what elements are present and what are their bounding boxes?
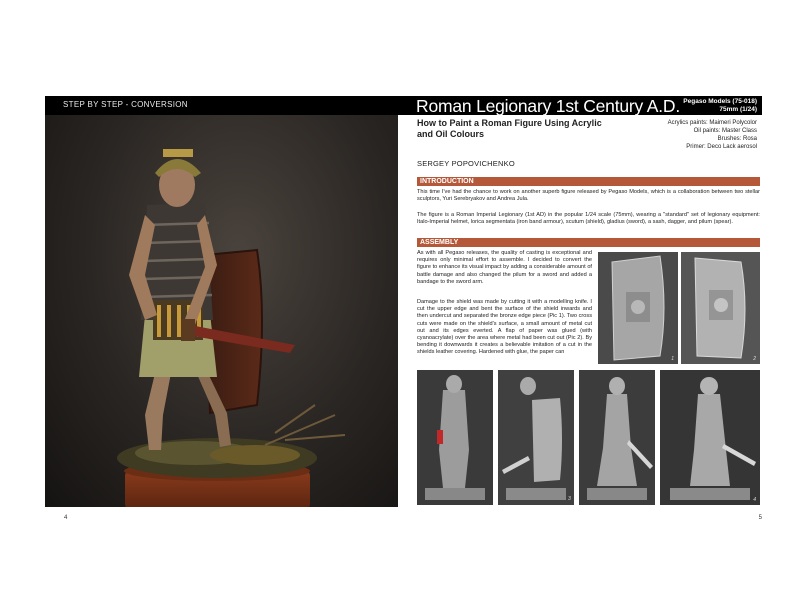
article-title: Roman Legionary 1st Century A.D. — [416, 96, 681, 116]
figure-number: 4 — [753, 497, 756, 503]
assembly-heading: ASSEMBLY — [420, 239, 459, 246]
photo-assembly-shield-side — [498, 370, 574, 505]
photo-assembly-back — [579, 370, 655, 505]
grey-figure-image — [579, 370, 655, 505]
materials-list — [668, 119, 757, 151]
photo-assembly-front — [417, 370, 493, 505]
magazine-spread — [45, 96, 762, 526]
section-label: STEP BY STEP - CONVERSION — [63, 100, 188, 109]
figure-number: 2 — [753, 356, 756, 362]
assembly-paragraph-1: As with all Pegaso releases, the quality of casting is exceptional and requires only minimal effort to assemble. I decided to convert the figure to enhance its visual impact by adding a considerable amount of battle damage and also changed the pilum for a sword and added a bandage to the sword arm. — [417, 250, 592, 285]
article-subtitle: How to Paint a Roman Figure Using Acrylic and Oil Colours — [417, 118, 602, 139]
grey-figure-image — [660, 370, 760, 505]
author-name: SERGEY POPOVICHENKO — [417, 159, 515, 168]
grey-figure-image — [498, 370, 574, 505]
kit-info — [683, 98, 757, 114]
grey-figure-image — [417, 370, 493, 505]
legionary-figure-illustration — [45, 115, 398, 507]
introduction-heading-bar — [417, 177, 760, 186]
photo-shield-2 — [681, 252, 760, 364]
left-page-number: 4 — [64, 515, 68, 521]
figure-number: 1 — [671, 356, 674, 362]
kit-maker: Pegaso Models (75-018) — [683, 98, 757, 105]
figure-number: 3 — [568, 496, 571, 502]
photo-assembly-rear — [660, 370, 760, 505]
material-item: Acrylics paints: Maimeri Polycolor — [667, 120, 757, 126]
intro-paragraph-1: This time I've had the chance to work on another superb figure released by Pegaso Models, which is a collaboration between two stellar sculptors, Yuri Serebryakov and Andrea Jula. — [417, 189, 760, 203]
material-item: Primer: Deco Lack aerosol — [686, 144, 757, 150]
shield-image — [598, 252, 678, 364]
shield-image — [681, 252, 760, 364]
right-page-number: 5 — [758, 515, 762, 521]
assembly-heading-bar — [417, 238, 760, 247]
right-page — [398, 96, 762, 526]
photo-shield-1 — [598, 252, 678, 364]
material-item: Brushes: Rosa — [717, 136, 757, 142]
material-item: Oil paints: Master Class — [693, 128, 757, 134]
intro-paragraph-2: The figure is a Roman Imperial Legionary (1st AD) in the popular 1/24 scale (75mm), wearing a "standard" set of legionary equipment: Italo-Imperial helmet, lorica segmentata (iron band armour), scutum (shield), gladius (sword), a sash, dagger, and pilum (spear). — [417, 212, 760, 226]
introduction-heading: INTRODUCTION — [420, 178, 474, 185]
assembly-paragraph-2: Damage to the shield was made by cutting it with a modelling knife. I cut the upper edge and bent the surface of the shield inwards and then undercut and separated the bronze edge piece (Pic 1). Two cross cuts were made on the shield's surface, a small amount of metal cut out and its edges everted. A flap of paper was glued (with cyanoacrylate) over the area where metal had been cut out (Pic 2). By bending it downwards it creates a believable imitation of a cut in the shields leather covering. Hardened with glue, the paper can — [417, 299, 592, 356]
painted-figure-photo — [45, 115, 398, 507]
kit-scale: 75mm (1/24) — [719, 106, 757, 113]
